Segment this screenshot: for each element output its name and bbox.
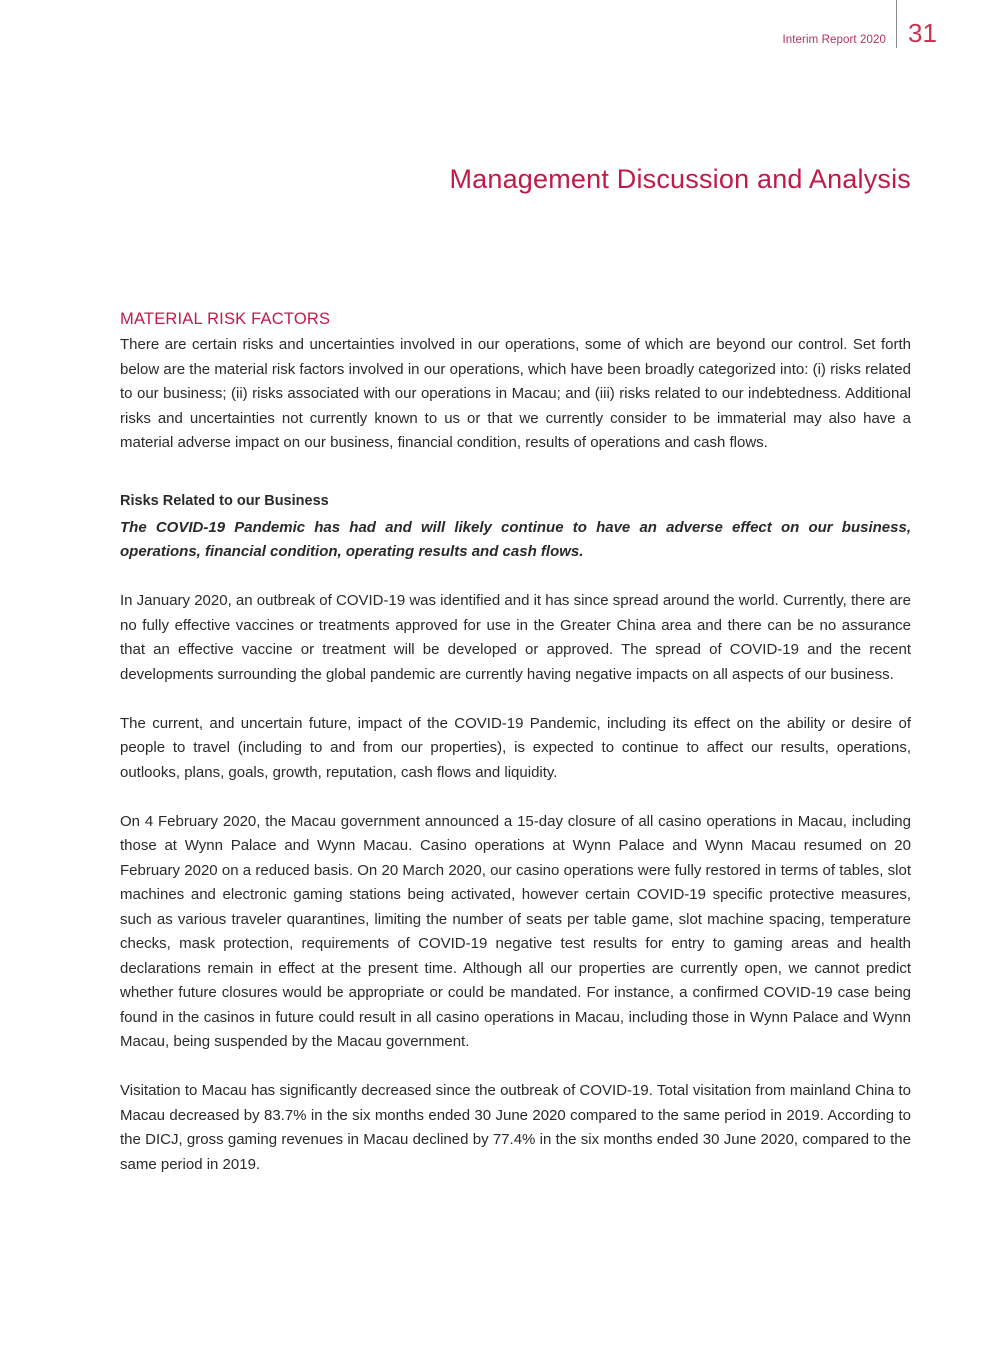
body-paragraph: The current, and uncertain future, impact of the COVID-19 Pandemic, including its effect on the ability or desire of people to travel (including to and from our properties), is expected to continue to affect our results, operations, outlooks, plans, goals, growth, reputation, cash flows and liquidity. [120,714,911,781]
document-body [120,310,911,1177]
body-paragraph: Visitation to Macau has significantly decreased since the outbreak of COVID-19. Total visitation from mainland China to Macau decreased by 83.7% in the six months ended 30 June 2020 compared to the same period in 2019. According to the DICJ, gross gaming revenues in Macau declined by 77.4% in the six months ended 30 June 2020, compared to the same period in 2019. [120,1082,911,1173]
subsection-heading: Risks Related to our Business [120,492,329,509]
header-divider [896,0,897,48]
report-label: Interim Report 2020 [782,34,886,46]
body-paragraph: On 4 February 2020, the Macau government announced a 15-day closure of all casino operations in Macau, including those at Wynn Palace and Wynn Macau. Casino operations at Wynn Palace and Wynn Macau resumed on 20 February 2020 on a reduced basis. On 20 March 2020, our casino operations were fully restored in terms of tables, slot machines and electronic gaming stations being activated, however certain COVID-19 specific protective measures, such as various traveler quarantines, limiting the number of seats per table game, slot machine spacing, temperature checks, mask protection, requirements of COVID-19 negative test results for entry to gaming areas and health declarations remain in effect at the present time. Although all our properties are currently open, we cannot predict whether future closures would be appropriate or could be mandated. For instance, a confirmed COVID-19 case being found in the casinos in future could result in all casino operations in Macau, including those in Wynn Palace and Wynn Macau, being suspended by the Macau government. [120,812,911,1050]
page-number: 31 [908,18,937,48]
intro-paragraph: There are certain risks and uncertainties involved in our operations, some of which are beyond our control. Set forth below are the material risk factors involved in our operations, which have been broadly categorized into: (i) risks related to our business; (ii) risks associated with our operations in Macau; and (iii) risks related to our indebtedness. Additional risks and uncertainties not currently known to us or that we currently consider to be immaterial may also have a material adverse impact on our business, financial condition, results of operations and cash flows. [120,336,911,451]
body-paragraph: In January 2020, an outbreak of COVID-19 was identified and it has since spread around the world. Currently, there are no fully effective vaccines or treatments approved for use in the Greater China area and there can be no assurance that an effective vaccine or treatment will be developed or approved. The spread of COVID-19 and the recent developments surrounding the global pandemic are currently having negative impacts on all aspects of our business. [120,592,912,683]
section-heading: MATERIAL RISK FACTORS [120,310,331,328]
risk-lead-statement: The COVID-19 Pandemic has had and will likely continue to have an adverse effect on our business, operations, financial condition, operating results and cash flows. [120,518,911,560]
page-title: Management Discussion and Analysis [449,164,911,194]
